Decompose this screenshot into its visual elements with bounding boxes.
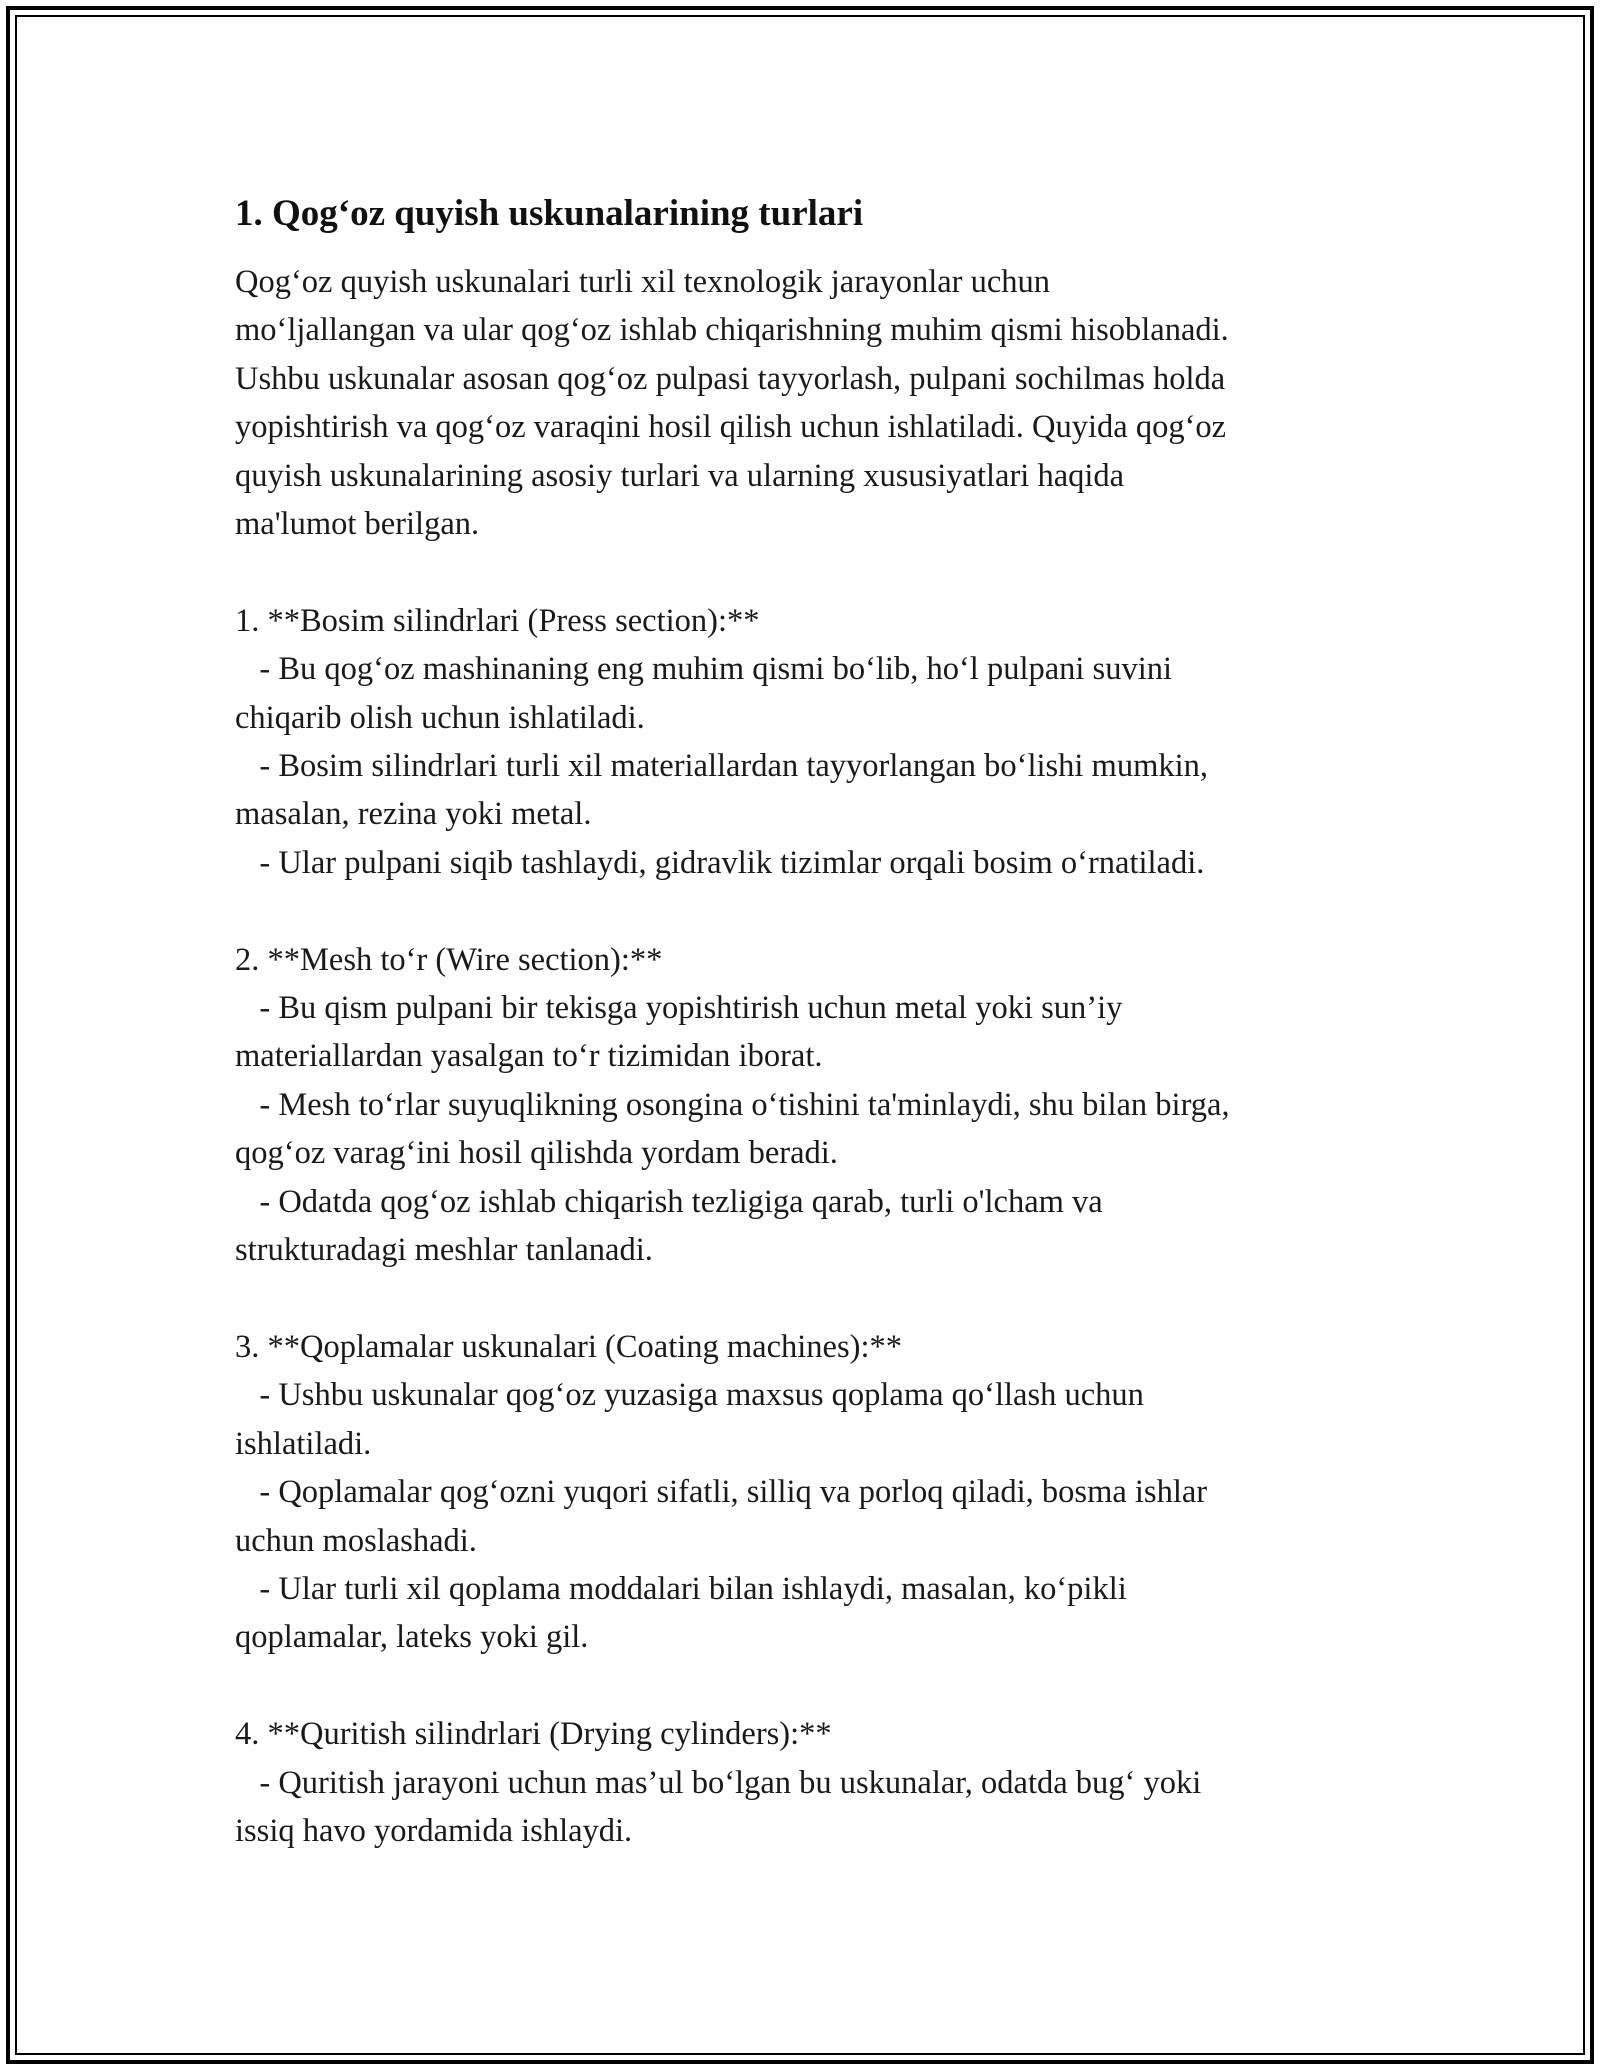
- page-title: 1. Qog‘oz quyish uskunalarining turlari: [235, 193, 864, 234]
- intro-line: mo‘ljallangan va ular qog‘oz ishlab chiqarishning muhim qismi hisoblanadi.: [235, 312, 1229, 349]
- section-line: - Ushbu uskunalar qog‘oz yuzasiga maxsus qoplama qo‘llash uchun: [235, 1377, 1144, 1414]
- section-line: materiallardan yasalgan to‘r tizimidan iborat.: [235, 1038, 823, 1075]
- section-line: - Mesh to‘rlar suyuqlikning osongina o‘tishini ta'minlaydi, shu bilan birga,: [235, 1086, 1230, 1123]
- intro-line: quyish uskunalarining asosiy turlari va ularning xususiyatlari haqida: [235, 457, 1125, 494]
- section-press: [235, 597, 1365, 887]
- intro-paragraph: [235, 258, 1365, 548]
- intro-line: yopishtirish va qog‘oz varaqini hosil qilish uchun ishlatiladi. Quyida qog‘oz: [235, 409, 1227, 446]
- section-coating: [235, 1323, 1365, 1662]
- section-heading: 4. **Quritish silindrlari (Drying cylinders):**: [235, 1716, 832, 1753]
- section-line: ishlatiladi.: [235, 1425, 372, 1462]
- section-line: - Ular turli xil qoplama moddalari bilan ishlaydi, masalan, ko‘pikli: [235, 1570, 1127, 1607]
- spacer: [235, 887, 1365, 935]
- section-line: - Bu qism pulpani bir tekisga yopishtirish uchun metal yoki sun’iy: [235, 990, 1123, 1027]
- section-line: - Bosim silindrlari turli xil materiallardan tayyorlangan bo‘lishi mumkin,: [235, 748, 1209, 785]
- intro-line: Qog‘oz quyish uskunalari turli xil texnologik jarayonlar uchun: [235, 264, 1051, 300]
- spacer: [235, 1275, 1365, 1323]
- section-line: - Qoplamalar qog‘ozni yuqori sifatli, silliq va porloq qiladi, bosma ishlar: [235, 1474, 1208, 1511]
- section-line: - Odatda qog‘oz ishlab chiqarish tezligiga qarab, turli o'lcham va: [235, 1183, 1103, 1220]
- intro-line: Ushbu uskunalar asosan qog‘oz pulpasi tayyorlash, pulpani sochilmas holda: [235, 360, 1226, 397]
- section-drying: [235, 1710, 1365, 1855]
- intro-line: ma'lumot berilgan.: [235, 506, 480, 543]
- section-line: strukturadagi meshlar tanlanadi.: [235, 1232, 653, 1269]
- section-heading: 2. **Mesh to‘r (Wire section):**: [235, 941, 663, 978]
- section-line: masalan, rezina yoki metal.: [235, 796, 592, 833]
- section-line: uchun moslashadi.: [235, 1522, 477, 1559]
- section-line: - Bu qog‘oz mashinaning eng muhim qismi bo‘lib, ho‘l pulpani suvini: [235, 651, 1173, 688]
- spacer: [235, 1662, 1365, 1710]
- document-body: [235, 188, 1365, 1855]
- spacer: [235, 548, 1365, 596]
- section-line: qog‘oz varag‘ini hosil qilishda yordam beradi.: [235, 1135, 838, 1172]
- section-heading: 1. **Bosim silindrlari (Press section):**: [235, 602, 760, 639]
- section-line: chiqarib olish uchun ishlatiladi.: [235, 699, 645, 736]
- section-line: - Ular pulpani siqib tashlaydi, gidravlik tizimlar orqali bosim o‘rnatiladi.: [235, 844, 1205, 881]
- section-line: - Quritish jarayoni uchun mas’ul bo‘lgan bu uskunalar, odatda bug‘ yoki: [235, 1764, 1202, 1801]
- section-line: qoplamalar, lateks yoki gil.: [235, 1619, 589, 1656]
- section-heading: 3. **Qoplamalar uskunalari (Coating machines):**: [235, 1328, 902, 1365]
- section-line: issiq havo yordamida ishlaydi.: [235, 1812, 633, 1849]
- section-wire: [235, 936, 1365, 1275]
